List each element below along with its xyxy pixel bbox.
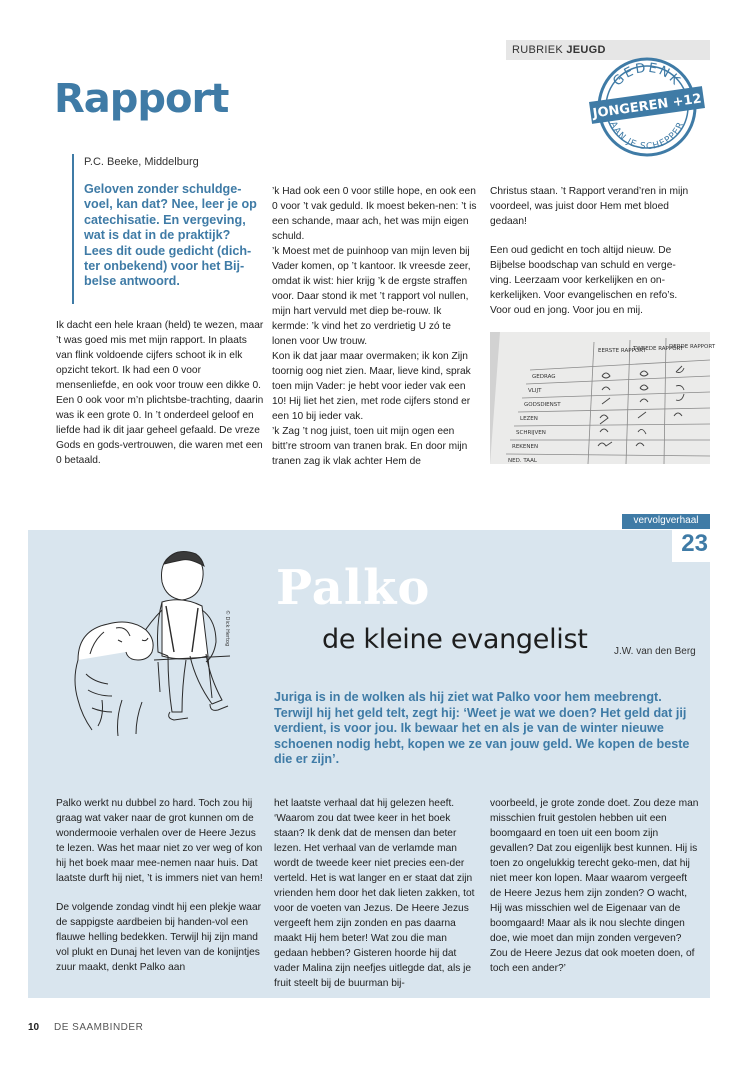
report-card-photo [490, 332, 716, 464]
intro-rule [72, 154, 74, 304]
gedenk-stamp-logo [588, 56, 706, 158]
paragraph: De volgende zondag vindt hij een plekje waar de sappigste aardbeien bij handen-vol een flauwe helling bedekken. Terwijl hij zijn mand vol plukt en Dunaj het leven van de konijntjes zuur maakt, denkt Palko aan [56, 902, 262, 973]
report-row-label: NED. TAAL [508, 458, 537, 464]
story-column-3 [490, 796, 700, 976]
rubriek-prefix: RUBRIEK [512, 44, 563, 56]
article-title: Rapport [54, 76, 229, 122]
paragraph: Kon ik dat jaar maar overmaken; ik kon Zijn toornig oog niet zien. Maar, lieve kind, sprak toen mijn Vader: je hebt voor ieder vak een 10! Hij liet het zien, met rode cijfers stond er een 10 bij ieder vak. [272, 351, 471, 422]
page-number: 10 [28, 1022, 40, 1033]
paragraph: het laatste verhaal dat hij gelezen heeft. ‘Waarom zou dat twee keer in het boek staan? Ik denk dat de mensen dan beter lezen. Het verhaal van de verlamde man wordt de tweede keer niet precies een-der verteld. Het is wat langer en er staat dat zijn vrienden hem door het dak lieten zakken, tot voor de voeten van Jezus. De Heere Jezus vergeeft hem zijn zonden en pas daarna maakt Hij hem beter! Wat zou die man gedaan hebben? Gisteren hoorde hij dat vader Malina zijn neefjes uitlegde dat, als je fruit steelt bij de buurman bij- [274, 798, 475, 989]
article-column-3 [490, 184, 696, 318]
story-intro: Juriga is in de wolken als hij ziet wat Palko voor hem meebrengt. Terwijl hij het geld telt, zegt hij: ‘Weet je wat we doen? Het geld dat jij verdient, is voor jou. Ik bewaar het en als je van de winter nieuwe schoenen nodig hebt, kopen we ze van jouw geld. We kopen de beste die er zijn’. [274, 690, 690, 767]
report-row-label: VLIJT [528, 388, 542, 394]
story-author: J.W. van den Berg [614, 646, 696, 657]
article-intro: Geloven zonder schuldge-voel, kan dat? Nee, leer je op catechisatie. En vergeving, wat is dat in de praktijk? Lees dit oude gedicht (dich-ter onbekend) voor het Bij-belse antwoord. [84, 182, 257, 289]
story-title: Palko [276, 560, 431, 616]
report-header-3: DERDE RAPPORT [669, 344, 716, 350]
article-column-1 [56, 318, 264, 468]
paragraph: ’k Had ook een 0 voor stille hope, en ook een 0 voor ’t vak geduld. Ik moest beken-nen: ’t is een schande, maar ach, het was mijn eigen schuld. [272, 186, 477, 242]
paragraph: ’k Zag ’t nog juist, toen uit mijn ogen een bitt’re stroom van tranen brak. En door mijn tranen zag ik vlak achter Hem de [272, 426, 468, 467]
boy-with-dog-illustration [58, 540, 238, 750]
report-row-label: SCHRIJVEN [516, 430, 546, 436]
report-row-label: GEDRAG [532, 374, 556, 380]
paragraph: Christus staan. ’t Rapport verand’ren in mijn voordeel, was juist door Hem met bloed gedaan! [490, 186, 689, 227]
paragraph: Palko werkt nu dubbel zo hard. Toch zou hij graag wat vaker naar de grot kunnen om de wondermooie verhalen over de Heere Jezus te lezen. Was het maar niet zo ver weg of kon hij het boek maar mee-nemen naar huis. Dat laatste durft hij niet, ’t is immers niet van hem! [56, 798, 263, 884]
story-column-2 [274, 796, 480, 991]
illustration-credit: © Dick Hertog [224, 610, 230, 647]
article-column-2 [272, 184, 478, 469]
story-subtitle: de kleine evangelist [322, 624, 588, 655]
stamp-middle-text: JONGEREN +12 [591, 91, 703, 122]
magazine-name: DE SAAMBINDER [54, 1022, 144, 1033]
paragraph: voorbeeld, je grote zonde doet. Zou deze man misschien fruit gestolen hebben uit een boomgaard en toen uit een boom zijn gevallen? Dat zou eigenlijk best kunnen. Hij is toen zo ongelukkig terecht geko-men, dat hij niet meer kon lopen. Maar waarom vergeeft de Heere Jezus hem zijn zonden? O wacht, Hij was misschien wel de Eigenaar van de boomgaard! Maar als ik nou slechte dingen doe, wie moet dan mijn zonden vergeven? Zou de Heere Jezus dat ook moeten doen, of toch een ander?’ [490, 798, 699, 974]
stamp-bottom-text: AAN JE SCHEPPER [607, 120, 687, 153]
report-header-2: TWEEDE RAPPORT [633, 346, 684, 352]
report-row-label: LEZEN [520, 416, 538, 422]
stamp-top-text: GEDENK [610, 60, 684, 90]
story-column-1 [56, 796, 266, 975]
report-row-label: REKENEN [512, 444, 539, 450]
rubriek-name: JEUGD [566, 44, 606, 56]
article-author: P.C. Beeke, Middelburg [84, 156, 199, 168]
serial-tag: vervolgverhaal [622, 514, 710, 529]
paragraph: Ik dacht een hele kraan (held) te wezen, maar ’t was goed mis met mijn rapport. In plaats van flink voldoende cijfers schoot ik in elk opzicht tekort. Ik had een 0 voor mensenliefde, en ook voor trouw een dikke 0. Een 0 ook voor m’n plichtsbe-trachting, daarin was ik een grote 0. In ’t onderdeel geloof en liefde had ik dit jaar geheel gefaald. De vreze Gods en gods-vertrouwen, die waren met een 0 betaald. [56, 320, 264, 466]
report-row-label: GODSDIENST [524, 402, 561, 408]
report-header-1: EERSTE RAPPORT [598, 348, 646, 354]
paragraph: Een oud gedicht en toch altijd nieuw. De Bijbelse boodschap van schuld en verge-ving. Leerzaam voor kerkelijken en on-kerkelijken. Voor evangelischen en refo’s. Voor oud en jong. Voor jou en mij. [490, 245, 678, 316]
episode-number: 23 [672, 530, 710, 562]
paragraph: ’k Moest met de puinhoop van mijn leven bij Vader komen, op ’t kantoor. Ik vreesde zeer, omdat ik wist: hier krijg ’k de ergste straffen voor. Daar stond ik met ’t rapport vol nullen, mijn hart vervuld met diep be-rouw. Ik kermde: ’k vind het zo verdrietig U zó te lonen voor Uw trouw. [272, 246, 471, 347]
